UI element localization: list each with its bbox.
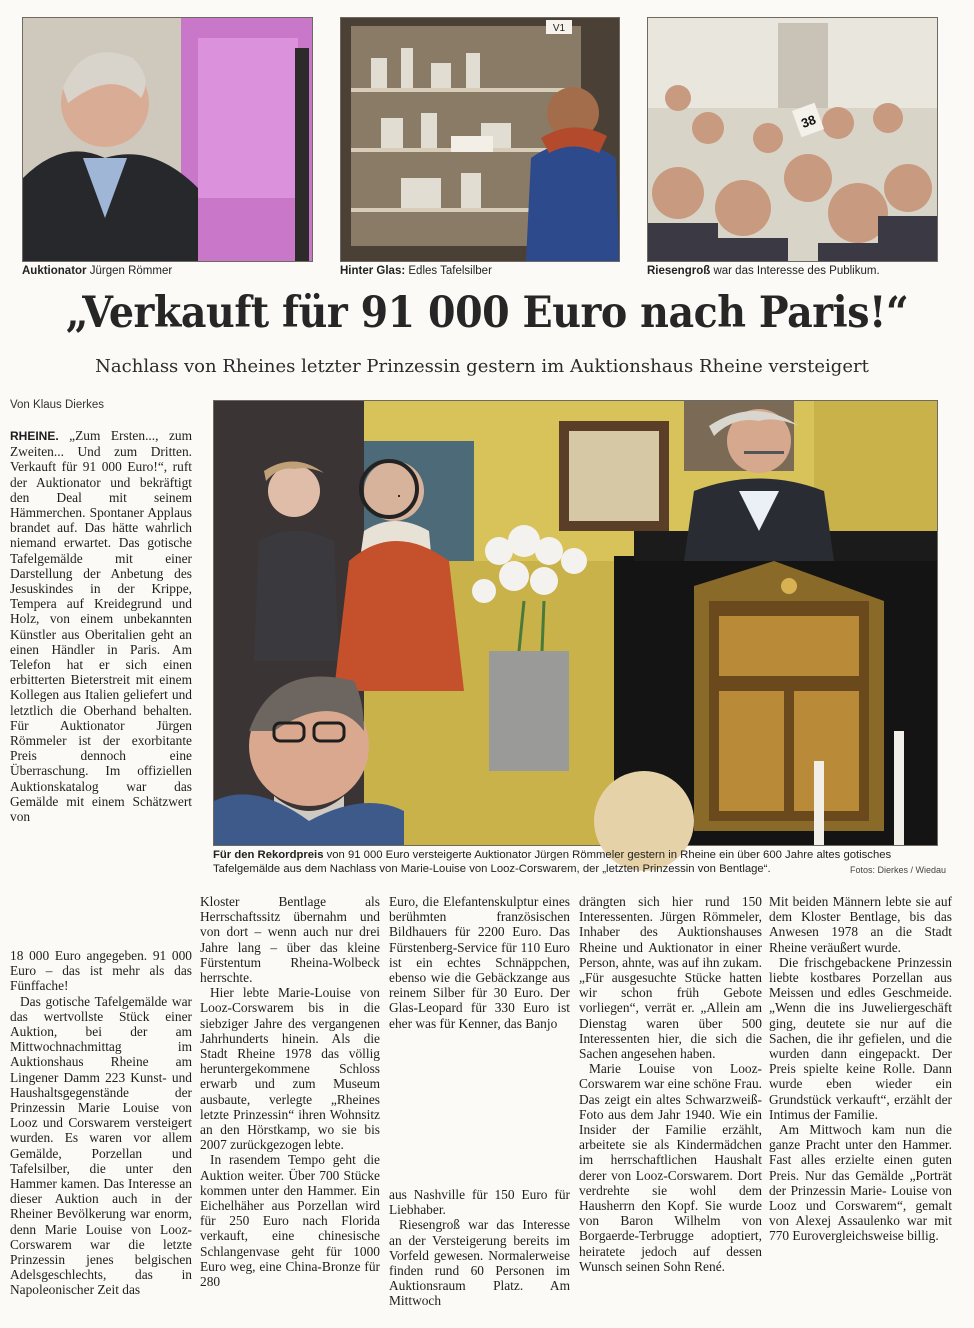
caption-bold: Riesengroß bbox=[647, 265, 711, 277]
caption-bold: Auktionator bbox=[22, 265, 87, 277]
caption-bold: Hinter Glas: bbox=[340, 265, 406, 277]
paragraph: Mit beiden Männern lebte sie auf dem Kloster Bentlage, bis das Anwesen 1978 an die Stadt Rheine veräußert wurde. bbox=[769, 894, 952, 955]
photo-audience-image bbox=[648, 18, 937, 261]
paragraph: In rasendem Tempo geht die Auktion weiter. Über 700 Stücke kommen unter den Hammer. Ein Eichelhäher aus Porzellan wird für 250 Euro nach Florida verkauft, eine chinesische Schlangenvase geht für 1000 Euro weg, eine China-Bronze für 280 bbox=[200, 1152, 380, 1290]
photo-main-caption bbox=[213, 848, 891, 876]
paragraph: Euro, die Elefantenskulptur eines berühmten französischen Bildhauers für 2200 Euro. Das Fürstenberg-Service für 110 Euro ist ein echtes Schnäppchen, ebenso wie die Gebäckzange aus reinem Silber für 30 Euro. Der Glas-Leopard für 330 Euro ist eher was für Kenner, das Banjo bbox=[389, 894, 570, 1031]
paragraph: aus Nashville für 150 Euro für Liebhaber. bbox=[389, 1187, 570, 1218]
caption-text: Tafelgemälde aus dem Nachlass von Marie-Louise von Looz-Corswarem, der „letzten Prinzessin von Bentlage“. bbox=[213, 863, 771, 875]
article-lead-paragraph bbox=[10, 428, 192, 824]
caption-text: von 91 000 Euro versteigerte Auktionator Jürgen Römmeler gestern in Rheine ein über 600 Jahre altes gotisches bbox=[323, 849, 892, 861]
subheadline: Nachlass von Rheines letzter Prinzessin gestern im Auktionshaus Rheine versteigert bbox=[95, 356, 869, 377]
article-column-3-lower bbox=[389, 1187, 570, 1310]
paragraph: 18 000 Euro angegeben. 91 000 Euro – das ist mehr als das Fünffache! bbox=[10, 948, 192, 994]
photo-main-auction-image bbox=[214, 401, 937, 845]
photo-silver-cabinet bbox=[340, 17, 620, 262]
paragraph: Die frischgebackene Prinzessin liebte kostbares Porzellan aus Meissen und edles Geschmeide. „Wenn die ins Juweliergeschäft ging, deutete sie nur auf die Sachen, die ihr gefielen, und die wurden dann eingepackt. Der Preis spielte keine Rolle. Dann wurde eben wieder ein Grundstück verkauft“, erzählt der Intimus der Familie. bbox=[769, 954, 952, 1122]
paragraph: Marie Louise von Looz-Corswarem war eine schöne Frau. Das zeigt ein altes Schwarzweiß-Foto aus dem Jahr 1940. Wie ein Insider der Familie erzählt, arbeitete sie als Kindermädchen im herrschaftlichen Haushalt derer von Looz-Corswarem. Dort verdrehte sie wohl dem Hausherrn den Kopf. Sie wurde von Baron Wilhelm von Borgaerde-Terbrugge adoptiert, heiratete jedoch auf dessen Wunsch seinen Sohn René. bbox=[579, 1061, 762, 1274]
photo-auctioneer-caption bbox=[22, 264, 172, 278]
headline: „Verkauft für 91 000 Euro nach Paris!“ bbox=[65, 288, 909, 338]
paragraph: Riesengroß war das Interesse an der Versteigerung bereits im Vorfeld gewesen. Normalerweise finden rund 60 Personen im Auktionsraum Platz. Am Mittwoch bbox=[389, 1217, 570, 1309]
main-caption-line-1 bbox=[213, 848, 891, 862]
article-column-4 bbox=[579, 894, 762, 1310]
photo-audience-caption bbox=[647, 264, 880, 278]
article-column-5 bbox=[769, 894, 952, 1312]
lead-text: „Zum Ersten..., zum Zweiten... Und zum Dritten. Verkauft für 91 000 Euro!“, ruft der Auktionator und bekräftigt den Deal mit seinem Hämmerchen. Spontaner Applaus brandet auf. Das hätte wahrlich niemand erwartet. Das gotische Tafelgemälde mit einer Darstellung der Anbetung des Jesuskindes in der Krippe, Tempera auf Kreidegrund und Holz, von einem unbekannten Künstler aus Oberitalien geht an einen Händler in Paris. Am Telefon hat er sich einen erbitterten Bieterstreit mit einem Kollegen aus Italien geliefert und letztlich die Oberhand behalten. Für Auktionator Jürgen Römmeler ist der exorbitante Preis dennoch eine Überraschung. Im offiziellen Auktionskatalog war das Gemälde mit einem Schätzwert von bbox=[10, 428, 192, 825]
article-column-1 bbox=[10, 948, 192, 1310]
photo-silver-cabinet-image bbox=[341, 18, 619, 261]
caption-text: war das Interesse des Publikum. bbox=[710, 265, 880, 277]
dateline: RHEINE. bbox=[10, 429, 59, 443]
caption-text: Jürgen Römmer bbox=[86, 265, 173, 277]
cabinet-tag-label: V1 bbox=[552, 23, 566, 34]
article-column-2 bbox=[200, 894, 380, 1310]
paragraph: Kloster Bentlage als Herrschaftssitz übernahm und von dort – wenn auch nur drei Jahre lang – über das kleine Fürstentum Rheina-Wolbeck herrschte. bbox=[200, 894, 380, 986]
photo-auctioneer-image bbox=[23, 18, 312, 261]
paragraph: Das gotische Tafelgemälde war das wertvollste Stück einer Auktion, bei der am Mittwochnachmittag im Auktionshaus Rheine am Lingener Damm 223 Kunst- und Haushaltsgegenstände der Prinzessin Marie Louise von Looz und Corswarem versteigert wurden. Es waren vor allem Gemälde, Porzellan und Tafelsilber, die unter den Hammer kamen. Das Interesse an dieser Auktion auch in der Rheiner Bevölkerung war enorm, denn Marie Louise von Looz-Corswarem war die letzte Prinzessin jenes belgischen Adelsgeschlechts, das in Napoleonischer Zeit das bbox=[10, 993, 192, 1298]
caption-bold: Für den Rekordpreis bbox=[213, 849, 324, 861]
paragraph: drängten sich hier rund 150 Interessenten. Jürgen Römmeler, Inhaber des Auktionshauses Rheine und Auktionator in einer Person, ahnte, was auf ihn zukam. „Für ausgesuchte Stücke hatten wir schon früh Gebote vorliegen“, verrät er. „Allein am Dienstag waren über 500 Interessenten hier, die sich die Sachen angesehen haben. bbox=[579, 894, 762, 1062]
main-caption-line-2 bbox=[213, 862, 891, 876]
photo-credit: Fotos: Dierkes / Wiedau bbox=[850, 865, 947, 875]
photo-auctioneer bbox=[22, 17, 313, 262]
paragraph: Am Mittwoch kam nun die ganze Pracht unter den Hammer. Fast alles erzielte einen guten Preis. Nur das Gemälde „Porträt der Prinzessin Marie- Louise von Looz und Corswarem“, gemalt von Alexej Assaulenko war mit 770 Eurovergleichsweise billig. bbox=[769, 1122, 952, 1244]
photo-audience bbox=[647, 17, 938, 262]
bidding-paddle-number: 38 bbox=[799, 111, 818, 131]
caption-text: Edles Tafelsilber bbox=[405, 265, 492, 277]
photo-silver-caption bbox=[340, 264, 492, 278]
article-column-3 bbox=[389, 894, 570, 1031]
byline: Von Klaus Dierkes bbox=[10, 399, 104, 411]
photo-main-auction bbox=[213, 400, 938, 846]
paragraph: Hier lebte Marie-Louise von Looz-Corswarem bis in die siebziger Jahre des vergangenen Jahrhunderts hinein. Als die Stadt Rheine 1978 das völlig heruntergekommene Schloss erwarb und zum Museum ausbaute, verlegte „Rheines letzte Prinzessin“ ihren Wohnsitz an den Hörstkamp, wo sie bis 2007 zurückgezogen lebte. bbox=[200, 985, 380, 1153]
article-lead-column bbox=[10, 428, 192, 832]
